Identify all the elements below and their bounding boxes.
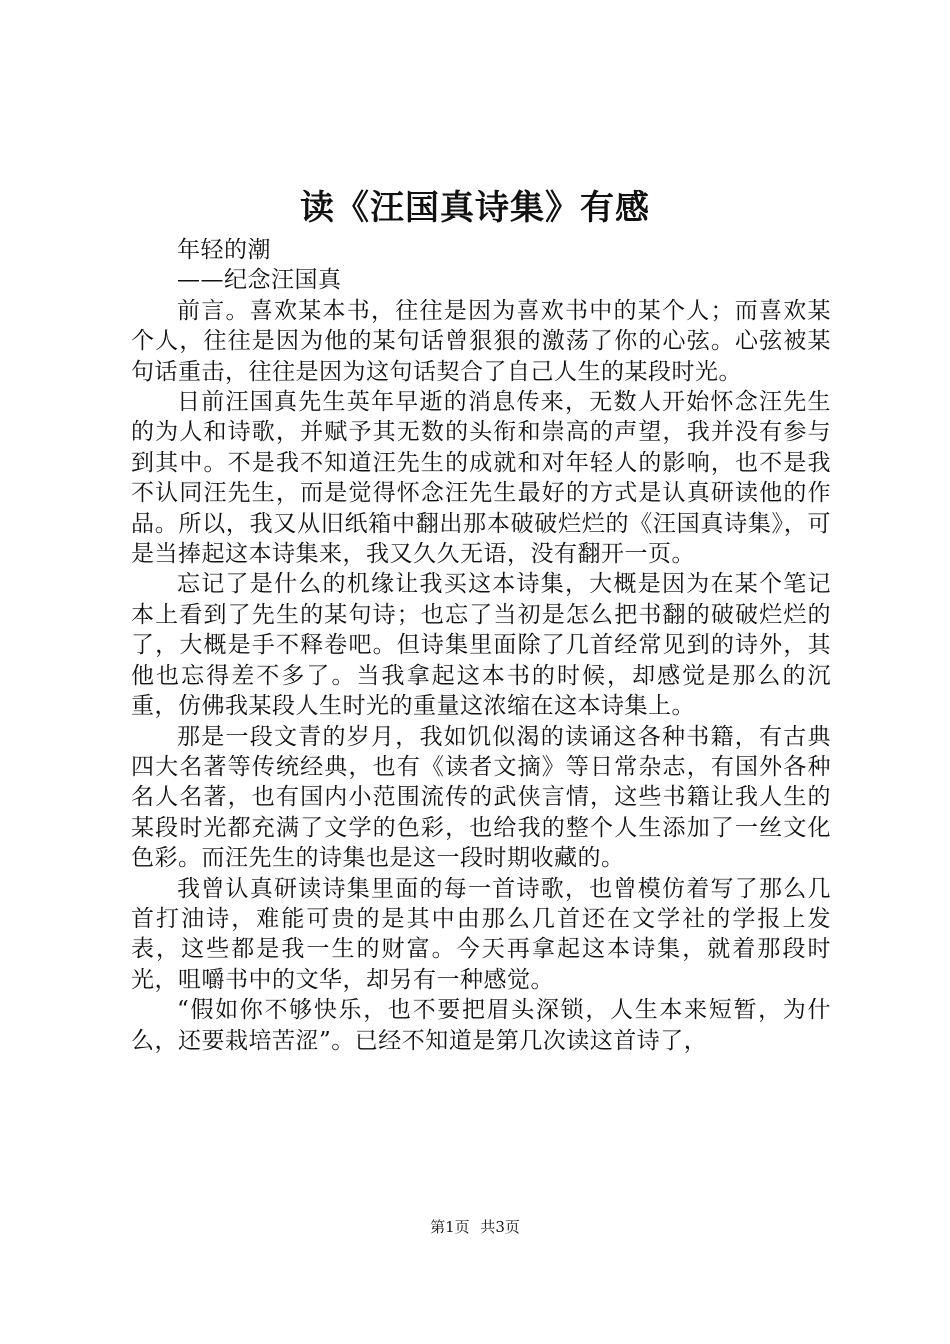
paragraph: 日前汪国真先生英年早逝的消息传来，无数人开始怀念汪先生的为人和诗歌，并赋予其无数的头衔和崇高的声望，我并没有参与到其中。不是我不知道汪先生的成就和对年轻人的影响，也不是我不认同汪先生，而是觉得怀念汪先生最好的方式是认真研读他的作品。所以，我又从旧纸箱中翻出那本破破烂烂的《汪国真诗集》，可是当捧起这本诗集来，我又久久无语，没有翻开一页。 [131,389,831,568]
dedication-line: ——纪念汪国真 [177,267,342,294]
paragraph: 那是一段文青的岁月，我如饥似渴的读诵这各种书籍，有古典四大名著等传统经典，也有《读者文摘》等日常杂志，有国外各种名人名著，也有国内小范围流传的武侠言情，这些书籍让我人生的某段时光都充满了文学的色彩，也给我的整个人生添加了一丝文化色彩。而汪先生的诗集也是这一段时期收藏的。 [131,723,831,872]
page-footer [0,1216,950,1238]
poem-title-line: 年轻的潮 [177,237,271,263]
paragraph: 忘记了是什么的机缘让我买这本诗集，大概是因为在某个笔记本上看到了先生的某句诗；也忘了当初是怎么把书翻的破破烂烂的了，大概是手不释卷吧。但诗集里面除了几首经常见到的诗外，其他也忘得差不多了。当我拿起这本书的时候，却感觉是那么的沉重，仿佛我某段人生时光的重量这浓缩在这本诗集上。 [131,571,831,720]
paragraph: 前言。喜欢某本书，往往是因为喜欢书中的某个人；而喜欢某个人，往往是因为他的某句话曾狠狠的激荡了你的心弦。心弦被某句话重击，往往是因为这句话契合了自己人生的某段时光。 [131,297,831,385]
page-number: 第1页 [430,1218,470,1236]
document-title: 读《汪国真诗集》有感 [300,188,650,228]
paragraph: 我曾认真研读诗集里面的每一首诗歌，也曾模仿着写了那么几首打油诗，难能可贵的是其中由那么几首还在文学社的学报上发表，这些都是我一生的财富。今天再拿起这本诗集，就着那段时光，咀嚼书中的文华，却另有一种感觉。 [131,875,831,993]
document-body [131,235,831,1056]
page-total: 共3页 [480,1218,520,1236]
paragraph: “假如你不够快乐，也不要把眉头深锁，人生本来短暂，为什么，还要栽培苦涩”。已经不知道是第几次读这首诗了， [131,997,831,1054]
